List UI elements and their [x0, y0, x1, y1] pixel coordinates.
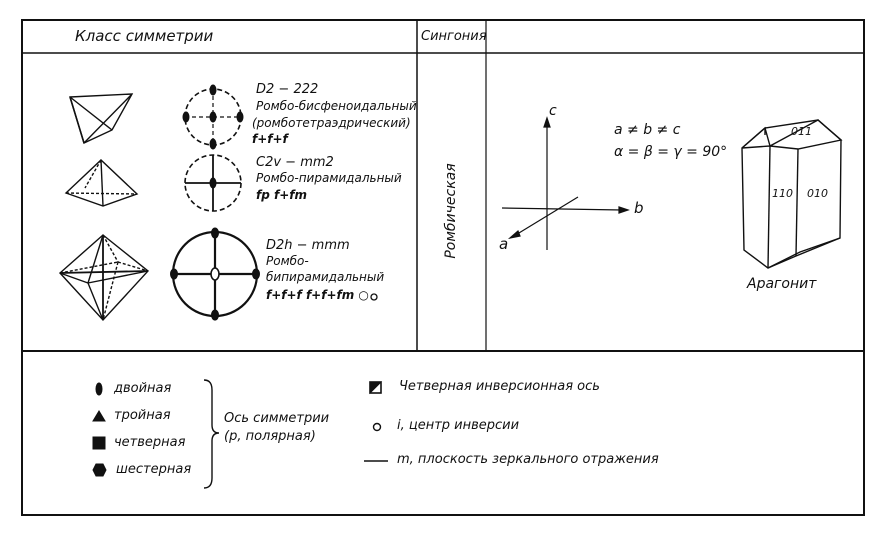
axis-c-label: c — [549, 103, 557, 119]
legend-mirror-plane: m, плоскость зеркального отражения — [397, 452, 659, 467]
legend-brace-icon — [204, 380, 219, 488]
class-c2v-name-line1: Ромбо-пирамидальный — [256, 171, 402, 185]
inversion-center-symbol-icon — [374, 424, 381, 431]
bisphenoid-polyhedron-icon — [70, 94, 132, 143]
class-d2-formula: f+f+f — [252, 132, 288, 146]
axis-b-label: b — [634, 199, 644, 217]
syngony-name: Ромбическая — [443, 163, 459, 259]
rhombic-bipyramid-icon — [60, 235, 148, 320]
legend-axis-group-line2: (p, полярная) — [224, 429, 316, 444]
twofold-axis-symbol-icon — [96, 383, 102, 395]
crystal-axes-icon — [502, 118, 628, 250]
class-c2v-formula: fp f+fm — [256, 188, 307, 202]
fourfold-axis-symbol-icon — [93, 437, 105, 449]
rhombic-pyramid-icon — [66, 160, 137, 206]
crystal-face-011: 011 — [791, 125, 812, 138]
stereogram-c2v-icon — [185, 155, 241, 211]
sixfold-axis-symbol-icon — [93, 464, 106, 476]
legend-sixfold: шестерная — [116, 462, 192, 477]
axis-lengths-condition: a ≠ b ≠ c — [614, 122, 681, 138]
class-d2-name-line2: (ромботетраэдрический) — [252, 116, 411, 130]
legend-threefold: тройная — [114, 408, 171, 423]
angles-condition: α = β = γ = 90° — [614, 144, 728, 160]
legend-twofold: двойная — [114, 381, 172, 396]
class-c2v-symbol: C2v − mm2 — [256, 155, 334, 170]
d2h-center-symbol-icon — [371, 294, 377, 300]
class-d2h-name-line2: бипирамидальный — [266, 270, 385, 284]
syngony-header: Сингония — [421, 29, 487, 44]
legend-axis-group-line1: Ось симметрии — [224, 411, 330, 426]
class-d2-name-line1: Ромбо-бисфеноидальный — [256, 99, 417, 113]
threefold-axis-symbol-icon — [93, 411, 105, 421]
crystal-face-010: 010 — [807, 187, 828, 200]
legend-inversion-center: i, центр инверсии — [397, 418, 520, 433]
stereogram-d2-icon — [183, 85, 243, 149]
class-d2-symbol: D2 − 222 — [256, 82, 319, 97]
class-symmetry-header: Класс симметрии — [75, 27, 214, 45]
legend-fourfold: четверная — [114, 435, 186, 450]
axis-a-label: a — [499, 235, 509, 253]
stereogram-d2h-icon — [171, 228, 260, 320]
class-d2h-name-line1: Ромбо- — [266, 254, 309, 268]
class-d2h-symbol: D2h − mmm — [266, 238, 350, 253]
legend-inversion-axis: Четверная инверсионная ось — [399, 379, 600, 394]
crystal-name: Арагонит — [747, 276, 817, 292]
class-d2h-formula: f+f+f f+f+fm ○ — [266, 288, 369, 302]
crystal-face-110: 110 — [772, 187, 793, 200]
